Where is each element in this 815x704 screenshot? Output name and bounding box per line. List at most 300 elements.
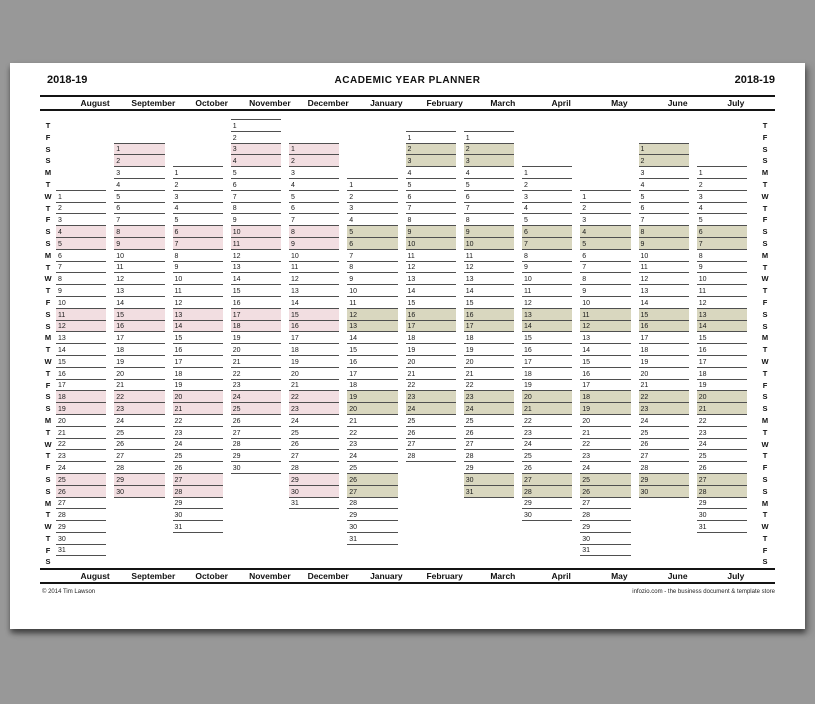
month-column-may [580,439,638,451]
day-number: 11 [698,287,707,295]
day-number: 1 [291,146,295,154]
month-column-february [406,321,464,333]
day-number: 25 [465,417,474,425]
day-number: 17 [232,311,241,319]
day-cell [697,250,747,262]
blank-cell [56,132,106,144]
month-column-november [231,391,289,403]
blank-cell [289,509,339,521]
day-cell [580,521,630,533]
day-number: 28 [465,453,474,461]
day-cell [406,380,456,392]
month-column-may [580,111,638,120]
day-number: 20 [524,394,532,402]
month-column-may [580,368,638,380]
blank-cell [406,474,456,486]
weekend-day-cell [231,309,281,321]
day-number: 5 [465,181,470,189]
day-cell [464,356,514,368]
weekend-day-cell [464,309,514,321]
planner-row [40,521,775,533]
blank-cell [289,521,339,533]
day-letter-left: S [45,227,51,237]
day-letter-right: W [761,274,769,284]
empty-day-cell [231,111,281,120]
month-column-february [406,273,464,285]
day-cell [114,262,164,274]
planner-row [40,214,775,226]
month-column-june [639,273,697,285]
day-cell [231,191,281,203]
month-column-august [56,344,114,356]
month-column-february [406,250,464,262]
day-cell [56,509,106,521]
month-column-january [347,203,405,215]
day-cell [289,380,339,392]
day-number: 9 [407,228,412,236]
month-column-october [173,344,231,356]
day-letter-right: S [762,309,768,319]
weekend-day-cell [406,144,456,156]
day-cell [231,273,281,285]
day-number: 14 [174,323,183,331]
day-number: 7 [232,193,237,201]
day-cell [522,250,572,262]
day-number: 28 [174,488,183,496]
day-number: 4 [349,217,354,225]
month-column-february [406,498,464,510]
weekend-day-cell [56,226,106,238]
day-cell [464,462,514,474]
month-column-september [114,120,172,132]
day-number: 1 [698,169,703,177]
weekend-day-cell [464,155,514,167]
day-cell [522,332,572,344]
month-column-july [697,321,755,333]
month-column-october [173,486,231,498]
month-column-june [639,191,697,203]
day-number: 29 [640,476,649,484]
weekend-day-cell [56,321,106,333]
month-column-april [522,144,580,156]
month-column-july [697,144,755,156]
month-column-february [406,545,464,557]
day-number: 17 [291,335,299,343]
month-column-may [580,427,638,439]
day-number: 30 [116,488,125,496]
day-number: 23 [349,441,358,449]
month-column-september [114,250,172,262]
month-column-september [114,332,172,344]
copyright-text: © 2014 Tim Lawson [42,589,96,596]
day-number: 24 [174,441,183,449]
month-column-february [406,380,464,392]
day-number: 21 [698,405,707,413]
day-number: 26 [116,441,125,449]
day-number: 10 [524,276,532,284]
day-number: 30 [465,476,474,484]
day-letter-right: F [762,132,768,142]
blank-cell [173,111,223,120]
day-cell [580,462,630,474]
blank-cell [56,120,106,132]
month-column-november [231,179,289,191]
month-column-september [114,415,172,427]
day-number: 28 [116,464,125,472]
month-column-june [639,556,697,568]
month-column-april [522,391,580,403]
month-column-june [639,368,697,380]
blank-cell [173,556,223,568]
month-column-march [464,474,522,486]
day-cell [580,332,630,344]
day-cell [56,214,106,226]
month-column-april [522,285,580,297]
weekend-day-cell [289,144,339,156]
day-number: 16 [174,346,183,354]
month-column-september [114,262,172,274]
month-column-july [697,155,755,167]
day-cell [639,332,689,344]
day-number: 23 [640,405,649,413]
weekend-day-cell [697,226,747,238]
day-number: 5 [524,217,528,225]
day-number: 28 [58,512,66,520]
day-cell [522,285,572,297]
blank-cell [406,111,456,120]
day-number: 27 [116,453,125,461]
day-cell [697,509,747,521]
month-column-january [347,238,405,250]
month-column-november [231,226,289,238]
day-number: 16 [349,358,358,366]
day-cell [231,120,281,132]
day-cell [114,439,164,451]
blank-cell [114,111,164,120]
day-cell [639,427,689,439]
day-cell [289,297,339,309]
day-cell [697,368,747,380]
day-number: 29 [116,476,125,484]
month-column-may [580,214,638,226]
month-column-april [522,226,580,238]
day-number: 17 [640,335,649,343]
day-cell [639,167,689,179]
month-column-february [406,403,464,415]
day-number: 6 [698,228,703,236]
day-cell [56,203,106,215]
day-number: 7 [640,217,645,225]
month-column-may [580,533,638,545]
month-column-november [231,273,289,285]
day-cell [697,214,747,226]
month-column-september [114,380,172,392]
month-column-may [580,450,638,462]
day-cell [580,344,630,356]
day-number: 13 [407,276,416,284]
day-number: 15 [232,287,241,295]
month-column-november [231,155,289,167]
day-cell [406,203,456,215]
planner-row [40,533,775,545]
month-column-august [56,132,114,144]
weekend-day-cell [639,155,689,167]
month-column-november [231,368,289,380]
month-column-october [173,533,231,545]
blank-cell [114,556,164,568]
month-column-december [289,344,347,356]
month-column-october [173,155,231,167]
month-column-january [347,509,405,521]
month-label-august: August [80,98,110,108]
day-cell [464,262,514,274]
day-number: 24 [698,441,707,449]
blank-cell [464,556,514,568]
day-number: 30 [640,488,649,496]
month-column-february [406,521,464,533]
day-number: 2 [698,181,703,189]
blank-cell [231,486,281,498]
planner-row [40,509,775,521]
day-number: 24 [465,405,474,413]
day-number: 27 [698,476,707,484]
day-number: 1 [116,146,121,154]
day-letter-right: S [762,144,768,154]
month-column-december [289,391,347,403]
blank-cell [347,556,397,568]
day-number: 20 [291,370,299,378]
day-letter-left: F [45,545,51,555]
day-cell [231,344,281,356]
month-column-november [231,297,289,309]
day-cell [697,427,747,439]
day-number: 5 [232,169,237,177]
day-cell [464,439,514,451]
day-number: 23 [524,429,532,437]
day-cell [406,273,456,285]
day-cell [231,380,281,392]
day-number: 24 [116,417,125,425]
planner-row [40,498,775,510]
day-cell [522,368,572,380]
weekend-day-cell [522,486,572,498]
month-column-september [114,144,172,156]
day-letter-left: T [45,286,51,296]
day-number: 13 [116,287,125,295]
day-number: 29 [524,500,532,508]
month-column-december [289,144,347,156]
blank-cell [347,132,397,144]
month-column-october [173,203,231,215]
blank-cell [347,545,397,557]
month-column-may [580,462,638,474]
planner-row [40,462,775,474]
day-number: 27 [349,488,358,496]
day-number: 25 [698,453,707,461]
blank-cell [639,120,689,132]
day-cell [406,132,456,144]
weekend-day-cell [639,309,689,321]
month-column-may [580,262,638,274]
weekend-day-cell [173,403,223,415]
day-cell [406,415,456,427]
day-number: 23 [407,394,416,402]
day-number: 29 [465,464,474,472]
day-number: 21 [174,405,183,413]
day-cell [231,132,281,144]
month-column-august [56,309,114,321]
day-number: 6 [232,181,237,189]
month-column-august [56,509,114,521]
planner-row [40,450,775,462]
month-column-october [173,179,231,191]
day-number: 3 [465,158,470,166]
page-footer [40,588,775,596]
day-number: 12 [465,264,474,272]
month-column-december [289,179,347,191]
planner-row [40,439,775,451]
day-number: 26 [640,441,649,449]
month-column-march [464,273,522,285]
day-cell [406,356,456,368]
day-number: 24 [640,417,649,425]
month-column-august [56,111,114,120]
month-column-november [231,380,289,392]
month-column-february [406,427,464,439]
day-cell [231,203,281,215]
day-number: 20 [640,370,649,378]
day-number: 1 [582,193,587,201]
day-number: 11 [349,299,357,307]
day-number: 18 [582,394,591,402]
month-column-january [347,415,405,427]
weekend-day-cell [173,391,223,403]
month-column-december [289,403,347,415]
day-number: 20 [465,358,474,366]
day-number: 2 [349,193,354,201]
month-column-august [56,521,114,533]
blank-cell [114,509,164,521]
month-column-june [639,380,697,392]
planner-row [40,545,775,557]
blank-cell [231,533,281,545]
day-cell [289,439,339,451]
day-cell [173,273,223,285]
day-cell [173,297,223,309]
month-column-november [231,415,289,427]
month-column-june [639,545,697,557]
day-cell [289,262,339,274]
day-number: 30 [232,464,241,472]
month-column-may [580,356,638,368]
day-number: 8 [640,228,645,236]
day-number: 28 [291,464,299,472]
day-number: 3 [407,158,412,166]
month-column-june [639,285,697,297]
day-number: 5 [291,193,295,201]
day-number: 2 [640,158,645,166]
month-label-october: October [195,98,228,108]
month-column-july [697,450,755,462]
blank-cell [347,111,397,120]
day-letter-left: S [45,144,51,154]
month-column-october [173,427,231,439]
month-column-december [289,155,347,167]
blank-cell [697,556,747,568]
empty-day-cell [639,132,689,144]
month-column-june [639,486,697,498]
month-column-april [522,486,580,498]
day-cell [580,368,630,380]
blank-cell [522,111,572,120]
day-cell [56,415,106,427]
day-letter-left: W [44,191,52,201]
month-column-september [114,273,172,285]
month-column-april [522,309,580,321]
day-cell [114,332,164,344]
day-cell [231,250,281,262]
month-column-december [289,556,347,568]
weekend-day-cell [697,486,747,498]
month-column-august [56,120,114,132]
month-column-july [697,226,755,238]
month-column-november [231,111,289,120]
day-number: 22 [174,417,183,425]
blank-cell [56,144,106,156]
day-cell [639,273,689,285]
day-cell [697,167,747,179]
month-column-november [231,262,289,274]
day-number: 9 [174,264,179,272]
month-column-january [347,309,405,321]
month-column-november [231,545,289,557]
month-column-march [464,498,522,510]
day-number: 3 [58,217,62,225]
blank-cell [231,474,281,486]
day-number: 25 [232,405,241,413]
blank-cell [522,533,572,545]
month-column-july [697,509,755,521]
month-column-january [347,144,405,156]
month-label-march: March [490,571,516,582]
day-number: 22 [291,394,299,402]
weekend-day-cell [406,238,456,250]
day-cell [173,332,223,344]
month-column-april [522,214,580,226]
month-column-december [289,285,347,297]
weekend-day-cell [289,155,339,167]
month-column-november [231,238,289,250]
month-column-july [697,556,755,568]
day-number: 19 [291,358,299,366]
weekend-day-cell [347,238,397,250]
weekend-day-cell [114,403,164,415]
day-number: 15 [174,335,183,343]
month-column-july [697,120,755,132]
day-number: 26 [524,464,532,472]
day-letter-left: T [45,451,51,461]
day-cell [580,203,630,215]
month-column-march [464,486,522,498]
day-cell [173,450,223,462]
month-column-may [580,120,638,132]
month-column-may [580,332,638,344]
day-number: 18 [524,370,532,378]
month-column-january [347,120,405,132]
month-column-december [289,262,347,274]
blank-cell [580,132,630,144]
weekend-day-cell [347,321,397,333]
